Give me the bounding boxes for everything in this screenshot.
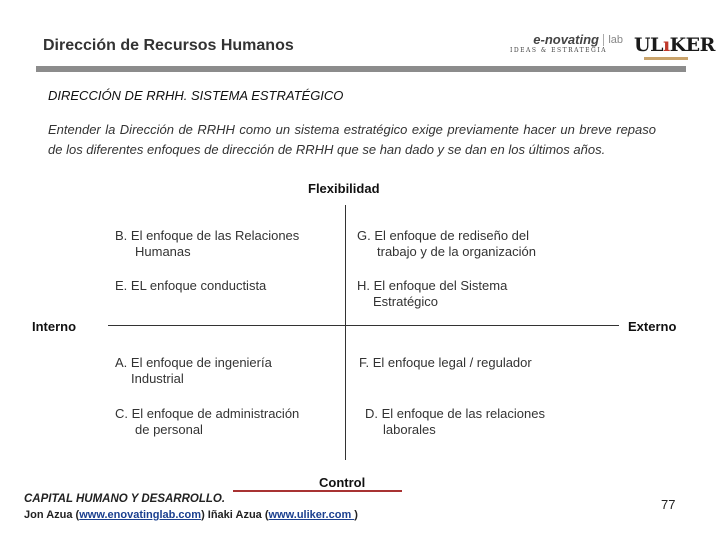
uliker-logo-part-b: KER (669, 34, 715, 56)
item-d-line2: laborales (383, 422, 436, 437)
enovating-brand-text: e-novating (533, 32, 599, 47)
item-g-line1: G. El enfoque de rediseño del (357, 228, 530, 243)
quadrant-item-f (359, 355, 532, 371)
vertical-axis (345, 205, 346, 460)
item-h-line1: H. El enfoque del Sistema (357, 278, 508, 293)
item-h-line2: Estratégico (373, 294, 439, 309)
item-c-line1: C. El enfoque de administración (115, 406, 300, 421)
footer-divider (233, 490, 402, 492)
uliker-logo-part-a: UL (634, 34, 663, 56)
axis-label-top: Flexibilidad (308, 181, 380, 196)
quadrant-item-h (357, 278, 507, 310)
quadrant-item-a (115, 355, 272, 387)
enovating-lab-text: lab (603, 34, 623, 46)
axis-label-right: Externo (628, 319, 677, 334)
header-divider (36, 66, 686, 72)
quadrant-item-c (115, 406, 299, 438)
quadrant-item-e (115, 278, 266, 294)
axis-label-bottom: Control (319, 475, 366, 490)
footer-title: CAPITAL HUMANO Y DESARROLLO. (24, 493, 226, 505)
footer-credits-middle: ) Iñaki Azua ( (201, 509, 269, 521)
quadrant-item-b (115, 228, 299, 260)
uliker-logo-mark-icon: ı (662, 34, 670, 56)
footer-credits-suffix: ) (354, 509, 358, 521)
intro-paragraph: Entender la Dirección de RRHH como un sistema estratégico exige previamente hacer un breve repaso de los diferentes enfoques de dirección de RRHH que se han dado y se dan en los últimos años. (48, 122, 656, 157)
item-e-line1: E. EL enfoque conductista (115, 278, 267, 293)
uliker-link[interactable]: www.uliker.com (268, 509, 355, 521)
quadrant-item-g (357, 228, 536, 260)
enovatinglab-link[interactable]: www.enovatinglab.com (79, 509, 202, 521)
uliker-logo-underline (644, 57, 688, 60)
enovating-logo (500, 32, 625, 56)
quadrant-item-d (365, 406, 545, 438)
section-title: DIRECCIÓN DE RRHH. SISTEMA ESTRATÉGICO (48, 88, 344, 103)
item-g-line2: trabajo y de la organización (377, 244, 536, 259)
enovating-tagline: IDEAS & ESTRATEGIA (510, 47, 608, 54)
item-c-line2: de personal (135, 422, 203, 437)
item-b-line1: B. El enfoque de las Relaciones (115, 228, 300, 243)
header-title: Dirección de Recursos Humanos (43, 37, 294, 54)
axis-label-left: Interno (32, 319, 77, 334)
page-number: 77 (661, 497, 676, 512)
item-d-line1: D. El enfoque de las relaciones (365, 406, 545, 421)
item-a-line2: Industrial (131, 371, 184, 386)
item-b-line2: Humanas (135, 244, 191, 259)
footer-credits (24, 509, 358, 521)
item-f-line1: F. El enfoque legal / regulador (359, 355, 532, 370)
footer-credits-prefix: Jon Azua ( (24, 509, 80, 521)
item-a-line1: A. El enfoque de ingeniería (115, 355, 272, 370)
uliker-logo (634, 34, 715, 56)
horizontal-axis (108, 325, 619, 326)
